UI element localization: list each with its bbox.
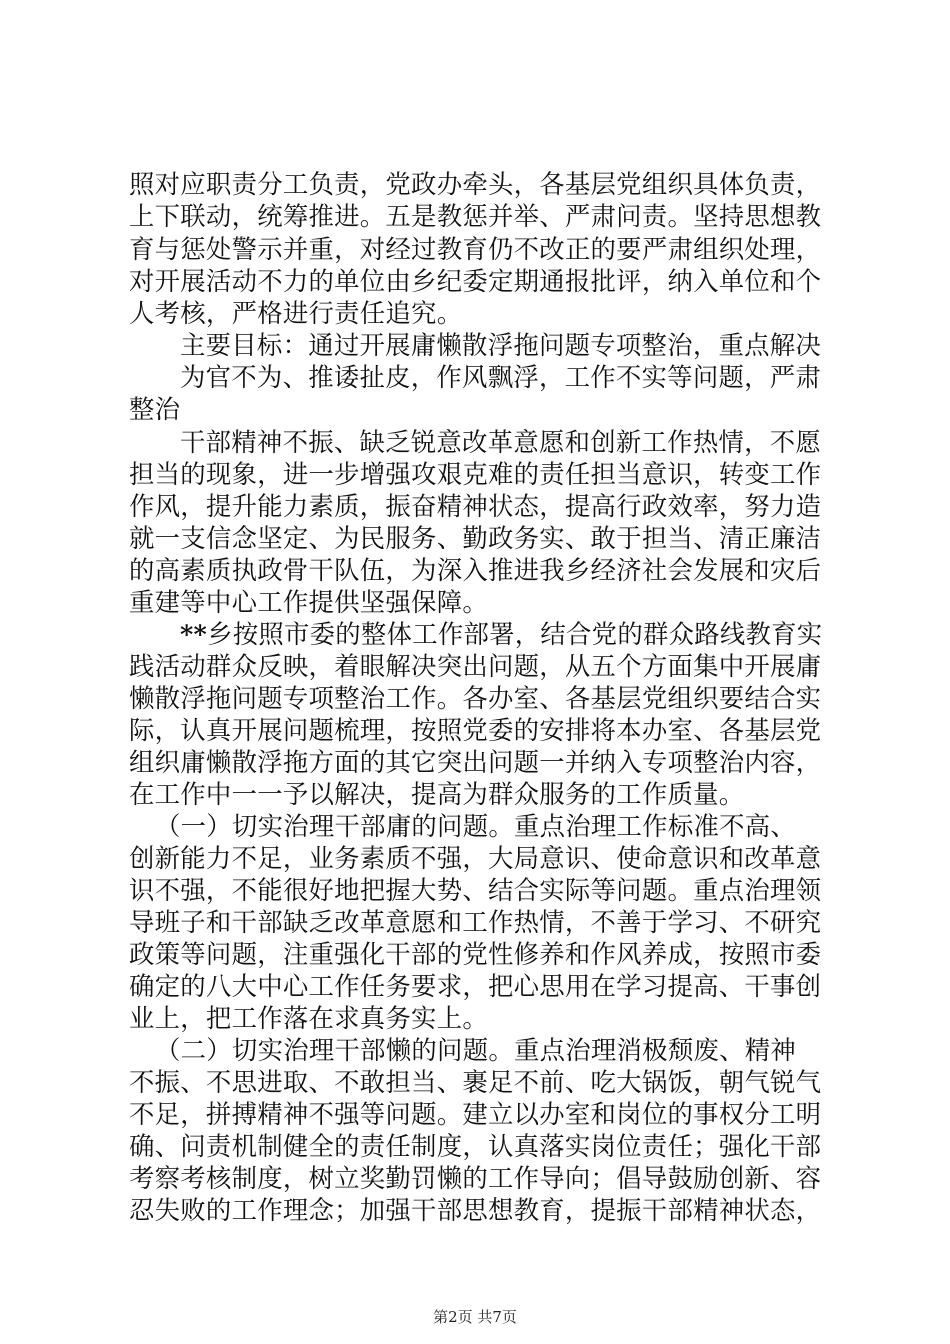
text-line: 忍失败的工作理念；加强干部思想教育，提振干部精神状态， [129, 1195, 822, 1225]
text-line: 业上，把工作落在求真务实上。 [129, 1003, 488, 1033]
text-line: 育与惩处警示并重，对经过教育仍不改正的要严肃组织处理， [129, 234, 822, 264]
text-line: 组织庸懒散浮拖方面的其它突出问题一并纳入专项整治内容， [129, 747, 822, 777]
text-line: 主要目标：通过开展庸懒散浮拖问题专项整治，重点解决 [180, 330, 822, 360]
text-line: 考察考核制度，树立奖勤罚懒的工作导向；倡导鼓励创新、容 [129, 1163, 822, 1193]
text-line: 的高素质执政骨干队伍，为深入推进我乡经济社会发展和灾后 [129, 555, 822, 585]
text-line: 践活动群众反映，着眼解决突出问题，从五个方面集中开展庸 [129, 651, 822, 681]
section-heading-line: （一）切实治理干部庸的问题。重点治理工作标准不高、 [155, 811, 797, 841]
text-line: 不足，拼搏精神不强等问题。建立以办室和岗位的事权分工明 [129, 1099, 822, 1129]
text-line: 确定的八大中心工作任务要求，把心思用在学习提高、干事创 [129, 971, 822, 1001]
text-line: 重建等中心工作提供坚强保障。 [129, 587, 488, 617]
section-heading-line: （二）切实治理干部懒的问题。重点治理消极颓废、精神 [155, 1035, 797, 1065]
text-line: 懒散浮拖问题专项整治工作。各办室、各基层党组织要结合实 [129, 683, 822, 713]
page-footer: 第2页 共7页 [433, 1308, 517, 1326]
text-line: 就一支信念坚定、为民服务、勤政务实、敢于担当、清正廉洁 [129, 523, 822, 553]
text-line: 在工作中一一予以解决，提高为群众服务的工作质量。 [129, 779, 745, 809]
text-line: 为官不为、推诿扯皮，作风飘浮，工作不实等问题，严肃 [180, 362, 822, 392]
text-line: 不振、不思进取、不敢担当、裹足不前、吃大锅饭，朝气锐气 [129, 1067, 822, 1097]
text-line: 作风，提升能力素质，振奋精神状态，提高行政效率，努力造 [129, 491, 822, 521]
text-line: 对开展活动不力的单位由乡纪委定期通报批评，纳入单位和个 [129, 266, 822, 296]
text-line: 整治 [129, 394, 181, 424]
text-line: 干部精神不振、缺乏锐意改革意愿和创新工作热情，不愿 [180, 427, 822, 457]
paragraph-text: 乡按照市委的整体工作部署，结合党的群众路线教育实 [207, 619, 823, 649]
text-line: 际，认真开展问题梳理，按照党委的安排将本办室、各基层党 [129, 715, 822, 745]
redacted-name-mark: ** [180, 619, 208, 649]
text-line: 担当的现象，进一步增强攻艰克难的责任担当意识，转变工作 [129, 459, 822, 489]
text-line: 上下联动，统筹推进。五是教惩并举、严肃问责。坚持思想教 [129, 201, 822, 231]
text-line [180, 618, 822, 650]
text-line: 政策等问题，注重强化干部的党性修养和作风养成，按照市委 [129, 939, 822, 969]
text-line: 导班子和干部缺乏改革意愿和工作热情，不善于学习、不研究 [129, 907, 822, 937]
text-line: 识不强，不能很好地把握大势、结合实际等问题。重点治理领 [129, 875, 822, 905]
text-line: 照对应职责分工负责，党政办牵头，各基层党组织具体负责， [129, 169, 822, 199]
text-line: 创新能力不足，业务素质不强，大局意识、使命意识和改革意 [129, 843, 822, 873]
text-line: 人考核，严格进行责任追究。 [129, 298, 463, 328]
text-line: 确、问责机制健全的责任制度，认真落实岗位责任；强化干部 [129, 1131, 822, 1161]
